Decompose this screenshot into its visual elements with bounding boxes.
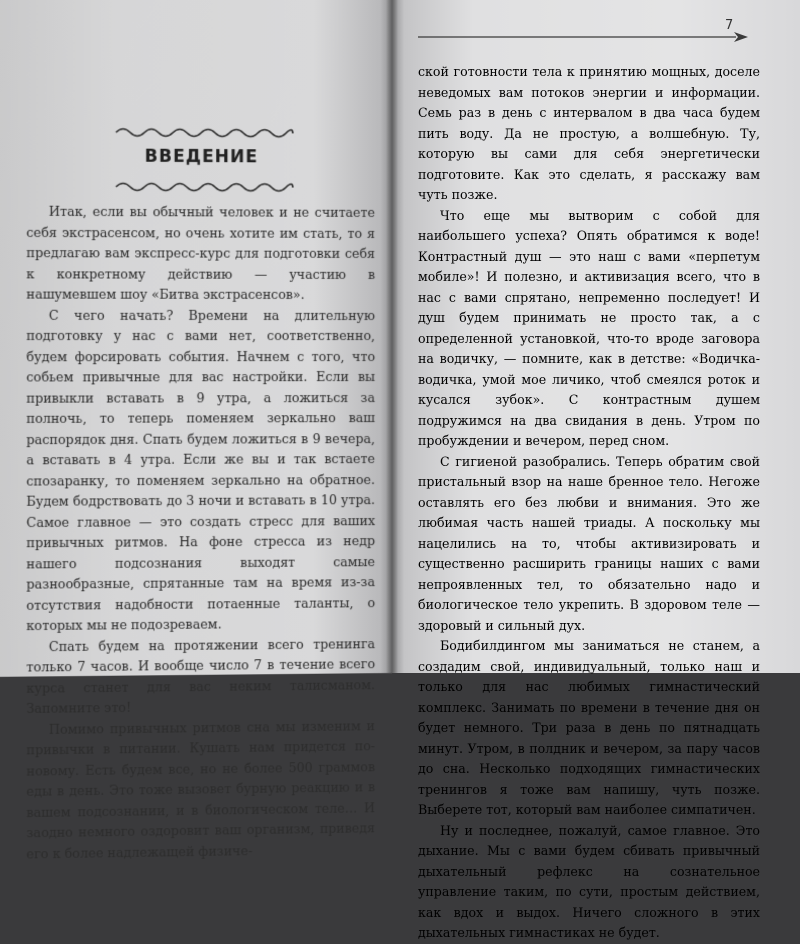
left-page (0, 0, 392, 862)
right-page-body (418, 62, 760, 944)
page-number: 7 (725, 18, 734, 33)
paragraph: Что еще мы вытворим с собой для наибольшего успеха? Опять обратимся к воде! Контрастный душ — это наш с вами «перпетум мобиле»! И полезно, и активизация всего, что в нас с вами спрятано, непременно последует! И душ будем принимать не просто так, а с определенной установкой, что-то вроде заговора на водичку, — помните, как в детстве: «Водичка-водичка, умой мое личико, чтоб смеялся роток и кусался зубок». С контрастным душем подружимся на два свидания в день. Утром по пробуждении и вечером, перед сном. (418, 207, 760, 448)
book-gutter (386, 0, 398, 673)
paragraph: Итак, если вы обычный человек и не считаете себя экстрасенсом, но очень хотите им стать, то я предлагаю вам экспресс-курс для подготовки себя к конкретному действию — участию в нашумевшем шоу «Битва экстрасенсов». (26, 203, 376, 302)
paragraph: Ну и последнее, пожалуй, самое главное. Это дыхание. Мы с вами будем сбивать привычный дыхательный рефлекс на сознательное управление таким, по сути, простым действием, как вдох и выдох. Ничего сложного в этих дыхательных гимнастиках не будет. (418, 822, 760, 940)
decorative-wave-top (116, 125, 293, 140)
header-rule-arrow (418, 30, 748, 42)
paragraph: С гигиеной разобрались. Теперь обратим свой пристальный взор на наше бренное тело. Негоже оставлять его без любви и внимания. Это же любимая часть нашей триады. А поскольку мы нацелились на то, чтобы активизировать и существенно расширить границы наших с вами непроявленных тел, то обязательно надо и биологическое тело укрепить. В здоровом теле — здоровый и сильный дух. (418, 453, 760, 633)
chapter-title: ВВЕДЕНИЕ (144, 146, 259, 168)
decorative-wave-bottom (116, 180, 293, 195)
left-page-body (26, 202, 375, 865)
paragraph: С чего начать? Времени на длительную подготовку у нас с вами нет, соответственно, будем форсировать события. Начнем с того, что собьем привычные для вас настройки. Если вы привыкли вставать в 9 утра, а ложиться за полночь, то теперь поменяем зеркально ваш распорядок дня. Спать будем ложиться в 9 вечера, а вставать в 4 утра. Если же вы и так встаете спозаранку, то поменяем зеркально на обратное. Будем бодрствовать до 3 ночи и вставать в 10 утра. Самое главное — это создать стресс для ваших привычных ритмов. На фоне стресса из недр нашего подсознания выходят самые разнообразные, спрятанные там на время из-за отсутствия надобности потаенные таланты, о которых мы не подозреваем. (26, 307, 376, 634)
paragraph: Бодибилдингом мы заниматься не станем, а создадим свой, индивидуальный, только наш и только для нас любимых гимнастический комплекс. Занимать по времени в течение дня он будет немного. Три раза в день по пятнадцать минут. Утром, в полдник и вечером, за пару часов до сна. Несколько подходящих гимнастических тренингов я тоже вам напишу, чуть позже. Выберете тот, который вам наиболее симпатичен. (418, 638, 760, 817)
paragraph: Спать будем на протяжении всего тренинга только 7 часов. И вообще число 7 в течение всего курса станет для вас неким талисманом. Запомните это! (26, 635, 376, 716)
paragraph: Помимо привычных ритмов сна мы изменим и привычки в питании. Кушать нам придется по-новому. Есть будем все, но не более 500 граммов еды в день. Это тоже вызовет бурную реакцию и в вашем подсознании, и в биологическом теле… И заодно немного оздоровит ваш организм, приведя его к более надлежащей физиче- (26, 717, 376, 862)
paragraph: ской готовности тела к принятию мощных, доселе неведомых вам потоков энергии и информации. Семь раз в день с интервалом в два часа будем пить воду. Да не простую, а волшебную. Ту, которую вы сами для себя энергетически подготовите. Как это сделать, я расскажу вам чуть позже. (418, 64, 760, 202)
